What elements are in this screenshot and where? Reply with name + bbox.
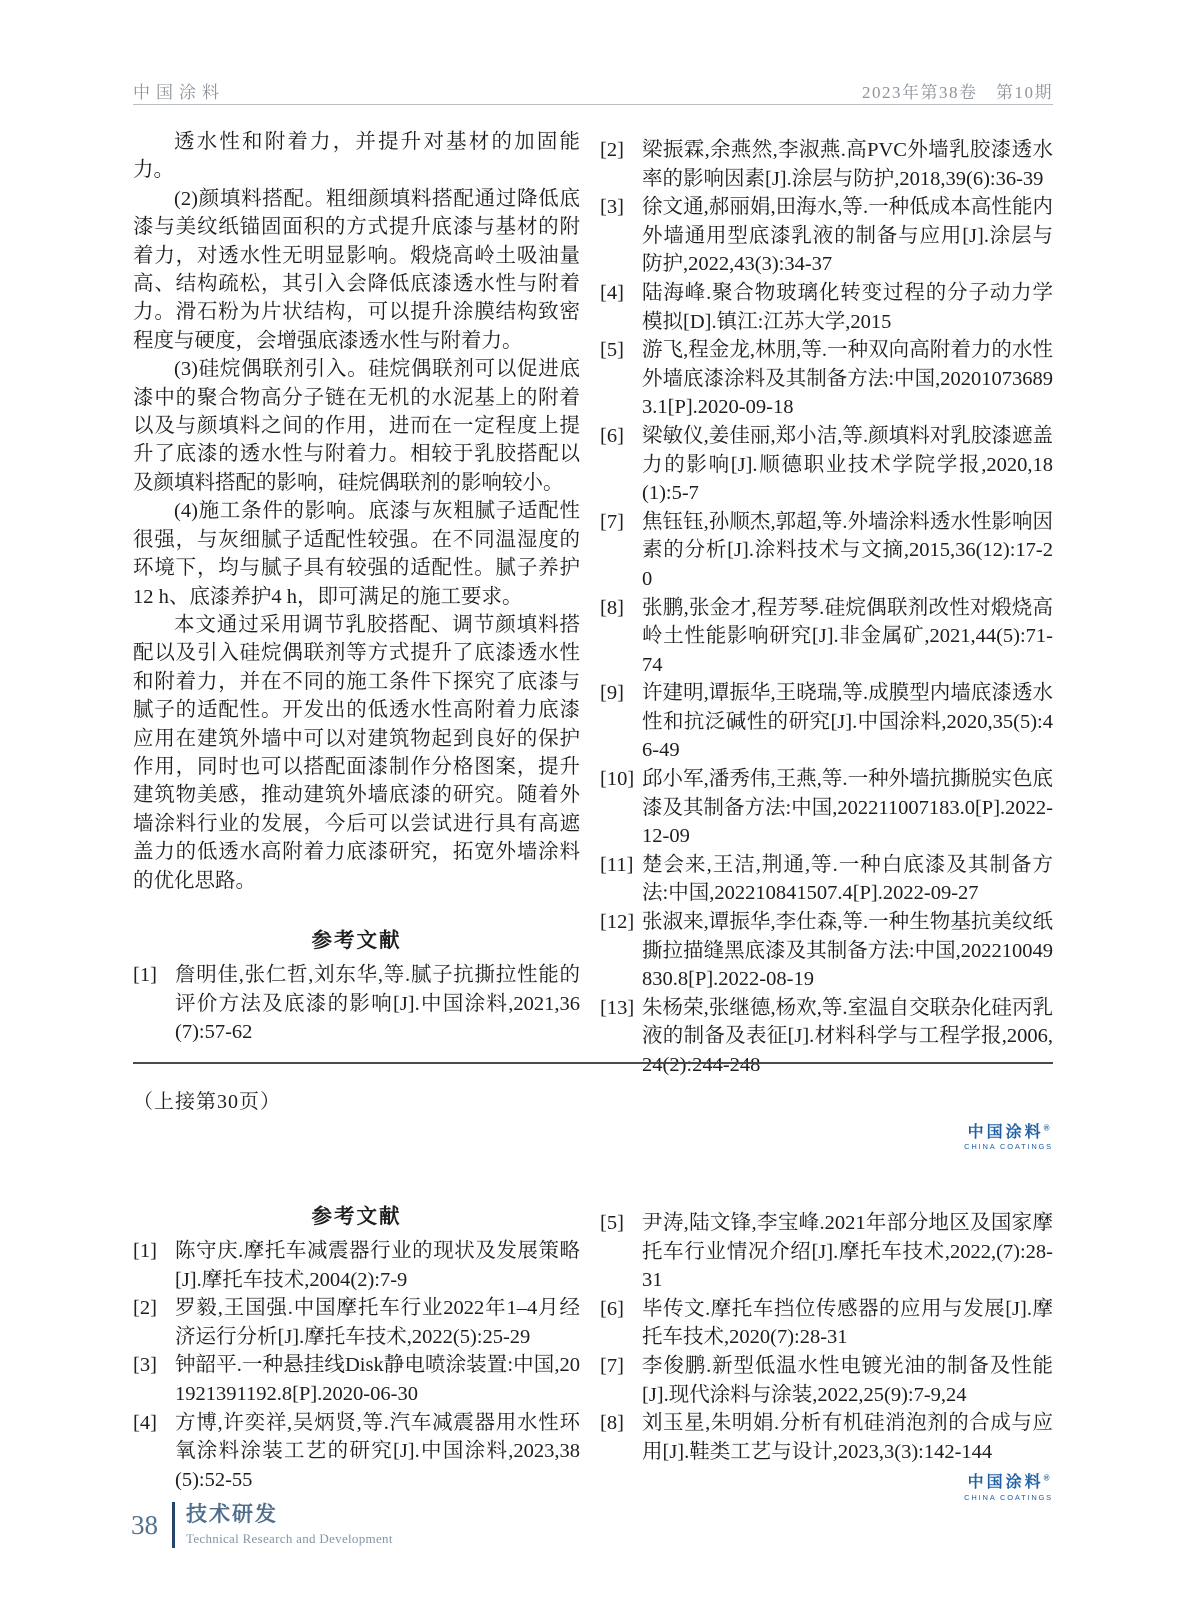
reference-item xyxy=(600,594,1053,680)
references-heading: 参考文献 xyxy=(311,1206,402,1228)
reference-number: [5] xyxy=(600,339,624,362)
page-footer xyxy=(131,1502,393,1548)
reference-text: 毕传文.摩托车挡位传感器的应用与发展[J].摩托车技术,2020(7):28-31 xyxy=(642,1297,1053,1349)
reference-number: [11] xyxy=(600,853,634,876)
reference-number: [5] xyxy=(600,1212,624,1234)
reference-number: [8] xyxy=(600,1412,624,1435)
reference-item xyxy=(600,765,1053,851)
reference-text: 张鹏,张金才,程芳琴.硅烷偶联剂改性对煅烧高岭土性能影响研究[J].非金属矿,2021,44(5):71-74 xyxy=(642,596,1053,676)
reference-number: [3] xyxy=(600,196,624,219)
reference-text: 钟韶平.一种悬挂线Disk静电喷涂装置:中国,201921391192.8[P].2020-06-30 xyxy=(175,1354,580,1405)
reference-item xyxy=(600,422,1053,508)
china-coatings-logo xyxy=(964,1124,1053,1152)
page-header xyxy=(133,78,1053,103)
reference-text: 游飞,程金龙,林朋,等.一种双向高附着力的水性外墙底漆涂料及其制备方法:中国,202010736893.1[P].2020-09-18 xyxy=(642,339,1053,419)
reference-number: [2] xyxy=(133,1297,157,1320)
continuation-left-column xyxy=(133,1199,580,1494)
reference-item xyxy=(600,136,1053,193)
reference-list-right xyxy=(600,1209,1053,1466)
reference-item xyxy=(133,961,580,1047)
article-right-column xyxy=(600,128,1053,1151)
footer-section-block xyxy=(186,1503,393,1546)
journal-title: 中国涂料 xyxy=(133,83,225,102)
issue-info: 2023年第38卷 第10期 xyxy=(862,83,1053,102)
reference-number: [4] xyxy=(600,281,624,304)
reference-text: 尹涛,陆文锋,李宝峰.2021年部分地区及国家摩托车行业情况介绍[J].摩托车技术,2022,(7):28-31 xyxy=(642,1212,1053,1292)
paragraph: (3)硅烷偶联剂引入。硅烷偶联剂可以促进底漆中的聚合物高分子链在无机的水泥基上的附着以及与颜填料之间的作用，进而在一定程度上提升了底漆的透水性与附着力。相较于乳胶搭配以及颜填料搭配的影响，硅烷偶联剂的影响较小。 xyxy=(133,358,580,494)
reference-item xyxy=(600,193,1053,279)
reference-text: 梁敏仪,姜佳丽,郑小洁,等.颜填料对乳胶漆遮盖力的影响[J].顺德职业技术学院学报,2020,18(1):5-7 xyxy=(642,424,1053,505)
reference-list-left xyxy=(133,961,580,1047)
reference-item xyxy=(600,1409,1053,1466)
reference-text: 刘玉星,朱明娟.分析有机硅消泡剂的合成与应用[J].鞋类工艺与设计,2023,3(3):142-144 xyxy=(642,1412,1053,1463)
reference-text: 徐文通,郝丽娟,田海水,等.一种低成本高性能内外墙通用型底漆乳液的制备与应用[J].涂层与防护,2022,43(3):34-37 xyxy=(642,196,1053,276)
reference-number: [9] xyxy=(600,682,624,705)
reference-item xyxy=(600,994,1053,1080)
reference-number: [7] xyxy=(600,1354,624,1377)
logo-en-text: CHINA COATINGS xyxy=(964,1142,1053,1152)
reference-item xyxy=(600,679,1053,765)
reference-number: [4] xyxy=(133,1411,157,1434)
reference-text: 李俊鹏.新型低温水性电镀光油的制备及性能[J].现代涂料与涂装,2022,25(9):7-9,24 xyxy=(642,1354,1053,1406)
reference-item xyxy=(600,508,1053,594)
reference-text: 邱小军,潘秀伟,王燕,等.一种外墙抗撕脱实色底漆及其制备方法:中国,202211007183.0[P].2022-12-09 xyxy=(642,768,1053,848)
registered-mark-icon: ® xyxy=(1043,1123,1050,1133)
reference-item xyxy=(600,908,1053,994)
china-coatings-logo xyxy=(964,1474,1053,1502)
reference-number: [1] xyxy=(133,963,157,986)
reference-number: [1] xyxy=(133,1240,157,1262)
logo-cn-text: 中国涂料® xyxy=(967,1474,1050,1492)
reference-number: [13] xyxy=(600,996,635,1019)
paragraph: 本文通过采用调节乳胶搭配、调节颜填料搭配以及引入硅烷偶联剂等方式提升了底漆透水性和附着力，并在不同的施工条件下探究了底漆与腻子的适配性。开发出的低透水性高附着力底漆应用在建筑外墙中可以对建筑物起到良好的保护作用，同时也可以搭配面漆制作分格图案，提升建筑物美感，推动建筑外墙底漆的研究。随着外墙涂料行业的发展，今后可以尝试进行具有高遮盖力的低透水高附着力底漆研究，拓宽外墙涂料的优化思路。 xyxy=(133,613,580,892)
section-divider xyxy=(133,1062,1053,1064)
reference-number: [3] xyxy=(133,1354,157,1377)
footer-section-title: 技术研发 xyxy=(186,1503,278,1527)
references-heading: 参考文献 xyxy=(311,929,402,952)
reference-item xyxy=(133,1237,580,1294)
reference-text: 焦钰钰,孙顺杰,郭超,等.外墙涂料透水性影响因素的分析[J].涂料技术与文摘,2015,36(12):17-20 xyxy=(642,510,1053,590)
logo-row xyxy=(600,1474,1053,1502)
continuation-note: （上接第30页） xyxy=(133,1091,281,1113)
reference-item xyxy=(133,1409,580,1495)
article-body xyxy=(133,128,1053,1151)
reference-text: 方博,许奕祥,吴炳贤,等.汽车减震器用水性环氧涂料涂装工艺的研究[J].中国涂料,2023,38(5):52-55 xyxy=(175,1411,580,1491)
reference-number: [7] xyxy=(600,510,624,533)
reference-text: 詹明佳,张仁哲,刘东华,等.腻子抗撕拉性能的评价方法及底漆的影响[J].中国涂料,2021,36(7):57-62 xyxy=(175,963,580,1044)
logo-en-text: CHINA COATINGS xyxy=(964,1492,1053,1502)
article-left-column xyxy=(133,128,580,1151)
reference-item xyxy=(600,851,1053,908)
reference-text: 朱杨荣,张继德,杨欢,等.室温自交联杂化硅丙乳液的制备及表征[J].材料科学与工程学报,2006,24(2):244-248 xyxy=(642,996,1053,1076)
reference-item xyxy=(600,279,1053,336)
reference-number: [12] xyxy=(600,911,635,934)
registered-mark-icon: ® xyxy=(1043,1474,1050,1484)
reference-text: 张淑来,谭振华,李仕森,等.一种生物基抗美纹纸撕拉描缝黑底漆及其制备方法:中国,202210049830.8[P].2022-08-19 xyxy=(642,911,1053,991)
continuation-right-column xyxy=(600,1209,1053,1502)
paragraph: (4)施工条件的影响。底漆与灰粗腻子适配性很强，与灰细腻子适配性较强。在不同温湿度的环境下，均与腻子具有较强的适配性。腻子养护12 h、底漆养护4 h，即可满足的施工要求。 xyxy=(133,500,580,608)
reference-item xyxy=(600,1295,1053,1352)
reference-list-left xyxy=(133,1237,580,1494)
page-number: 38 xyxy=(131,1509,158,1540)
paragraph: 透水性和附着力，并提升对基材的加固能力。 xyxy=(133,131,580,182)
reference-number: [8] xyxy=(600,596,624,619)
reference-number: [10] xyxy=(600,768,635,791)
paragraph: (2)颜填料搭配。粗细颜填料搭配通过降低底漆与美纹纸锚固面积的方式提升底漆与基材的附着力，对透水性无明显影响。煅烧高岭土吸油量高、结构疏松，其引入会降低底漆透水性与附着力。滑石粉为片状结构，可以提升涂膜结构致密程度与硬度，会增强底漆透水性与附着力。 xyxy=(133,187,580,352)
reference-text: 陈守庆.摩托车减震器行业的现状及发展策略[J].摩托车技术,2004(2):7-9 xyxy=(175,1240,580,1291)
paragraph-list xyxy=(133,128,580,895)
reference-number: [6] xyxy=(600,1297,624,1320)
footer-section-subtitle: Technical Research and Development xyxy=(186,1530,393,1546)
reference-text: 楚会来,王洁,荆通,等.一种白底漆及其制备方法:中国,202210841507.4[P].2022-09-27 xyxy=(642,853,1053,905)
reference-item xyxy=(600,1352,1053,1409)
reference-text: 罗毅,王国强.中国摩托车行业2022年1–4月经济运行分析[J].摩托车技术,2022(5):25-29 xyxy=(175,1297,580,1348)
reference-item xyxy=(600,336,1053,422)
reference-item xyxy=(133,1294,580,1351)
header-rule xyxy=(133,104,1053,105)
reference-item xyxy=(600,1209,1053,1295)
reference-text: 陆海峰.聚合物玻璃化转变过程的分子动力学模拟[D].镇江:江苏大学,2015 xyxy=(642,281,1053,333)
logo-cn-text: 中国涂料® xyxy=(967,1123,1050,1141)
reference-item xyxy=(133,1351,580,1408)
footer-accent-bar xyxy=(172,1502,175,1548)
logo-row xyxy=(600,1124,1053,1152)
reference-number: [2] xyxy=(600,139,624,161)
reference-number: [6] xyxy=(600,424,624,447)
reference-text: 许建明,谭振华,王晓瑞,等.成膜型内墙底漆透水性和抗泛碱性的研究[J].中国涂料,2020,35(5):46-49 xyxy=(642,682,1053,762)
reference-list-right xyxy=(600,136,1053,1080)
reference-text: 梁振霖,余燕然,李淑燕.高PVC外墙乳胶漆透水率的影响因素[J].涂层与防护,2018,39(6):36-39 xyxy=(642,139,1053,190)
